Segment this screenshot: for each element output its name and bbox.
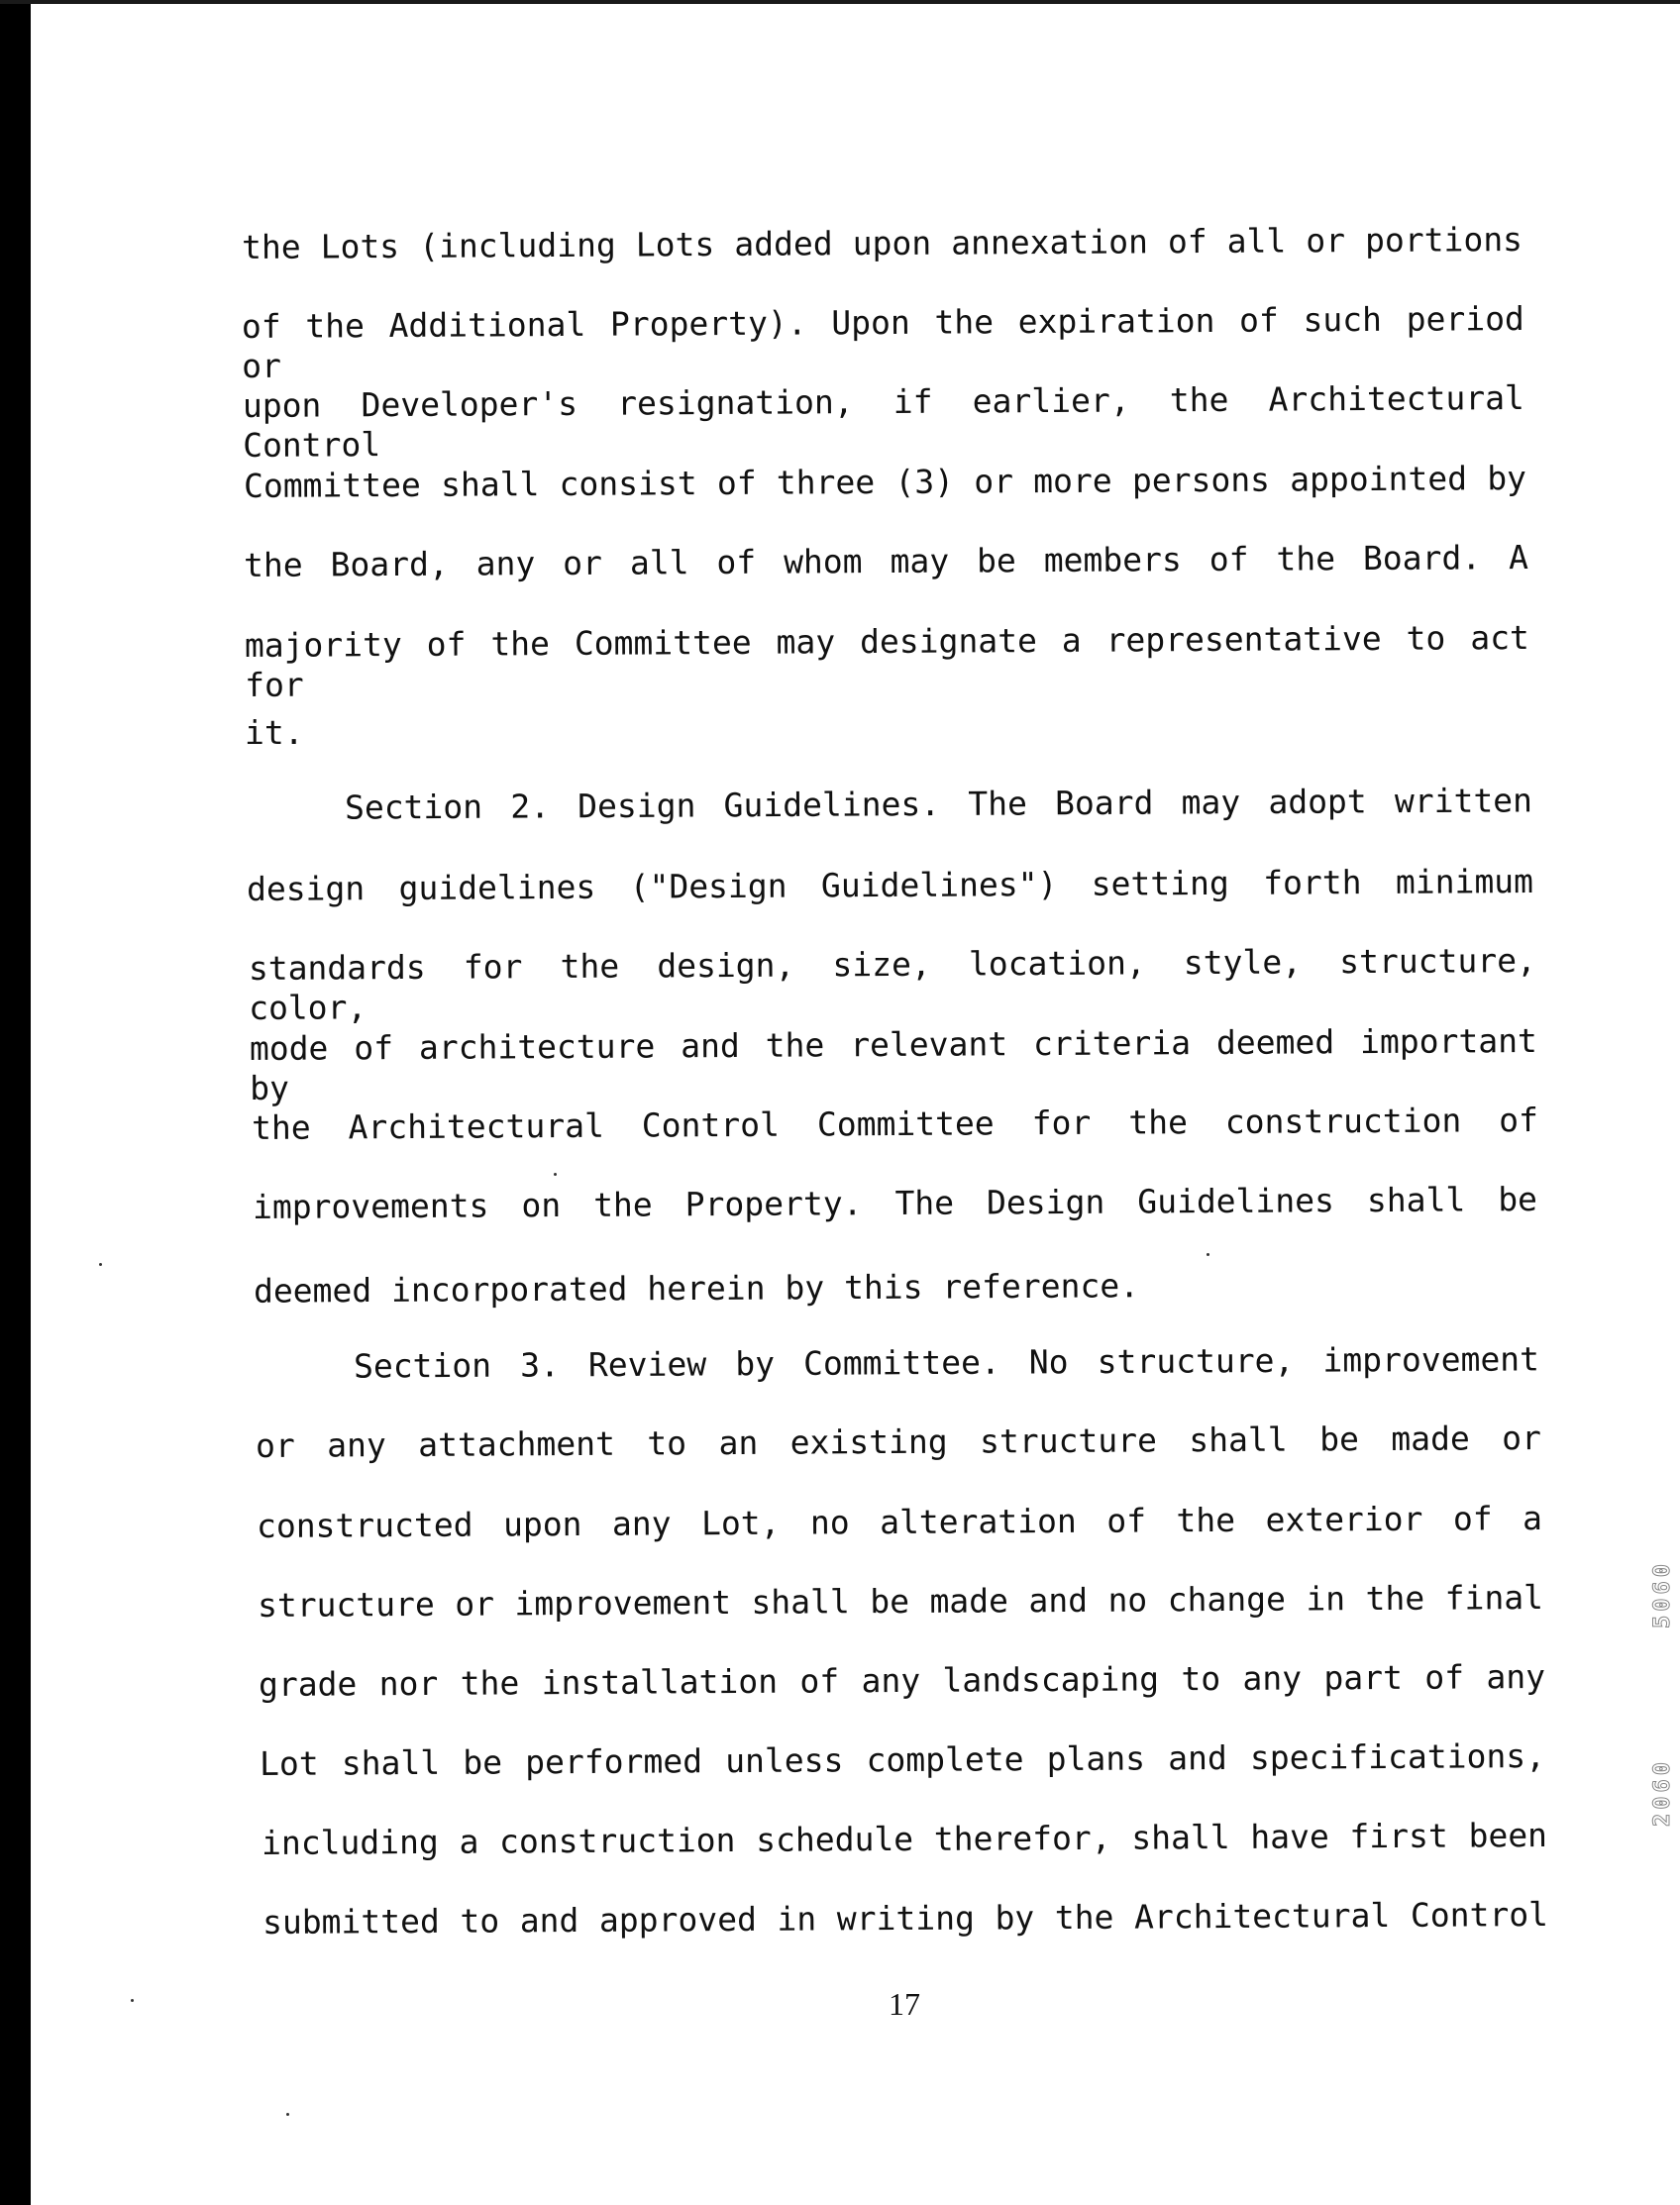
text-line: standards for the design, size, location, style, structure, color, <box>248 941 1536 1027</box>
scan-left-edge <box>0 0 31 2205</box>
text-line: design guidelines ("Design Guidelines") setting forth minimum <box>246 862 1534 908</box>
text-line: constructed upon any Lot, no alteration of the exterior of a <box>256 1499 1543 1545</box>
text-line: upon Developer's resignation, if earlier, the Architectural Control <box>242 378 1524 465</box>
text-line: Lot shall be performed unless complete plans and specifications, <box>259 1736 1546 1783</box>
text-line: Committee shall consist of three (3) or more persons appointed by <box>243 459 1527 505</box>
scan-speck <box>1207 1253 1209 1256</box>
section-heading-line: Section 2. Design Guidelines. The Board may adopt written <box>344 781 1533 827</box>
text-line: the Board, any or all of whom may be members of the Board. A <box>243 538 1529 584</box>
text-line: or any attachment to an existing structure shall be made or <box>255 1418 1542 1465</box>
text-line: mode of architecture and the relevant criteria deemed important by <box>249 1021 1537 1107</box>
text-line: grade nor the installation of any landscaping to any part of any <box>258 1657 1546 1704</box>
text-line: structure or improvement shall be made and no change in the final <box>257 1578 1544 1625</box>
margin-stamp: 5060 <box>1650 1560 1675 1628</box>
text-line: of the Additional Property). Upon the expiration of such period or <box>241 299 1524 385</box>
scan-top-edge <box>0 0 1680 4</box>
text-line: it. <box>245 713 304 752</box>
text-line: majority of the Committee may designate a representative to act for <box>244 618 1529 704</box>
scan-speck <box>131 1999 134 2002</box>
text-line: the Lots (including Lots added upon annexation of all or portions <box>241 220 1523 266</box>
text-line: improvements on the Property. The Design Guidelines shall be <box>252 1180 1538 1226</box>
page-number: 17 <box>889 1986 920 2022</box>
text-line: the Architectural Control Committee for the construction of <box>251 1101 1539 1147</box>
scan-speck <box>99 1263 102 1266</box>
text-line: including a construction schedule therefor, shall have first been <box>261 1816 1548 1862</box>
text-line: submitted to and approved in writing by the Architectural Control <box>262 1895 1549 1942</box>
scan-speck <box>554 1173 557 1176</box>
section-heading-line: Section 3. Review by Committee. No structure, improvement <box>353 1339 1540 1386</box>
margin-stamp: 2060 <box>1650 1758 1675 1827</box>
scan-speck <box>286 2113 289 2116</box>
text-line: deemed incorporated herein by this reference. <box>253 1266 1140 1311</box>
